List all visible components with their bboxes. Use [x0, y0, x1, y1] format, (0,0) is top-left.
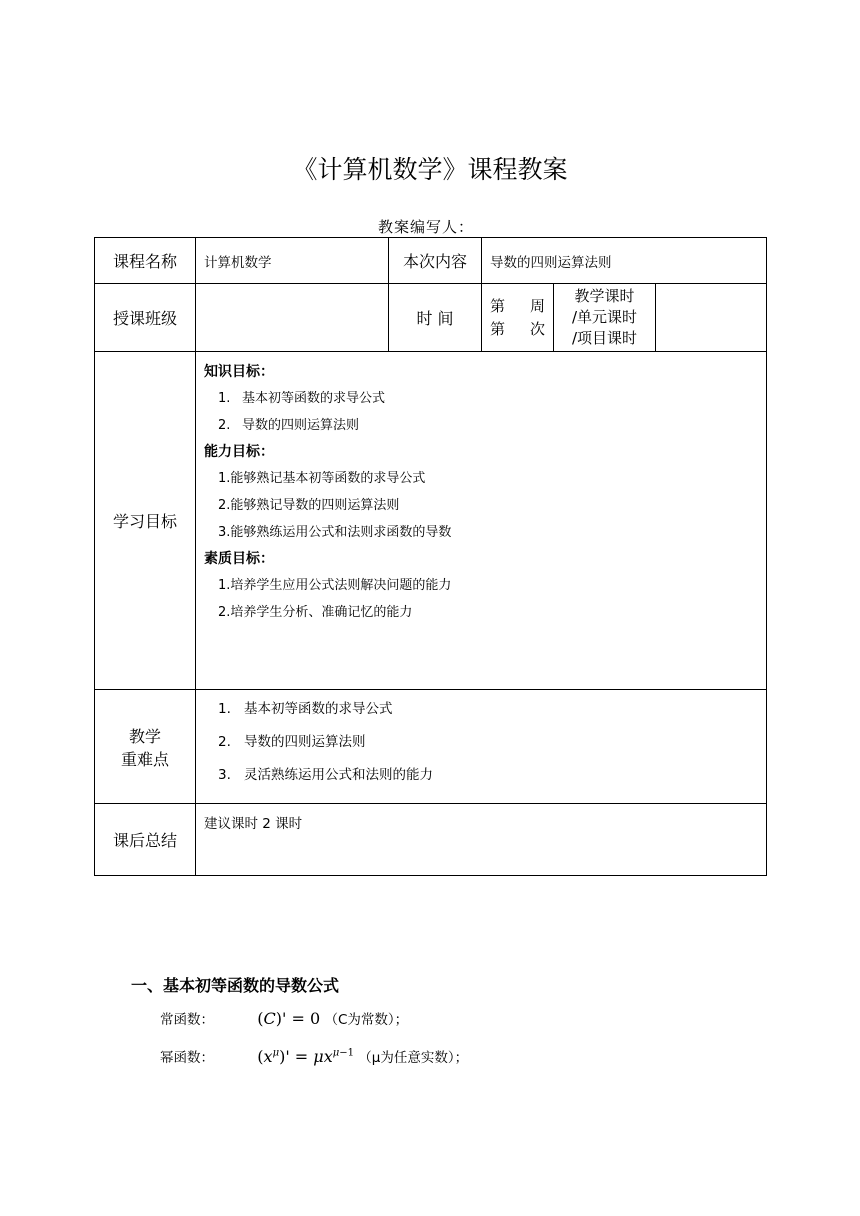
week-right: 周 — [529, 296, 545, 315]
quality-heading: 素质目标： — [204, 551, 274, 567]
ability-item: 1.能够熟记基本初等函数的求导公式 — [218, 471, 426, 486]
quality-item: 1.培养学生应用公式法则解决问题的能力 — [218, 578, 452, 593]
course-name-value: 计算机数学 — [196, 238, 389, 284]
time-label: 时 间 — [389, 284, 482, 352]
content-value: 导数的四则运算法则 — [482, 238, 767, 284]
content-label: 本次内容 — [389, 238, 482, 284]
power-note: （μ为任意实数）； — [358, 1050, 469, 1066]
document-title: 《计算机数学》课程教案 — [292, 155, 568, 184]
keypoints-cell — [196, 690, 767, 804]
knowledge-heading: 知识目标： — [204, 364, 274, 380]
hours-cell — [554, 284, 656, 352]
author-label: 教案编写人： — [378, 218, 475, 236]
hours-line-3: /项目课时 — [571, 329, 638, 347]
constant-note: （C为常数）； — [324, 1012, 409, 1028]
constant-label: 常函数： — [160, 1012, 214, 1028]
constant-function-row — [160, 1008, 408, 1028]
goals-cell — [196, 352, 767, 690]
knowledge-item: 2. 导数的四则运算法则 — [218, 418, 360, 433]
power-formula: $(x^\mu)' = \mu x^{\mu-1}$ — [257, 1047, 354, 1066]
ability-item: 2.能够熟记导数的四则运算法则 — [218, 498, 400, 513]
quality-item: 2.培养学生分析、准确记忆的能力 — [218, 605, 413, 620]
hours-value — [656, 284, 767, 352]
week-session-cell — [482, 284, 554, 352]
section-heading: 一、基本初等函数的导数公式 — [131, 976, 340, 995]
week-left: 第 — [490, 296, 506, 315]
hours-line-2: /单元课时 — [571, 308, 638, 326]
class-value — [196, 284, 389, 352]
keypoint-item: 1. 基本初等函数的求导公式 — [218, 701, 393, 717]
ability-heading: 能力目标： — [204, 444, 274, 460]
goals-label: 学习目标 — [95, 352, 196, 690]
keypoints-label: 教学 重难点 — [95, 690, 196, 804]
ability-item: 3.能够熟练运用公式和法则求函数的导数 — [218, 525, 452, 540]
summary-value: 建议课时 2 课时 — [196, 804, 767, 876]
session-left: 第 — [490, 319, 506, 338]
knowledge-item: 1. 基本初等函数的求导公式 — [218, 391, 386, 406]
hours-line-1: 教学课时 — [574, 287, 635, 305]
power-label: 幂函数： — [160, 1050, 214, 1066]
session-right: 次 — [529, 319, 545, 338]
course-name-label: 课程名称 — [95, 238, 196, 284]
power-function-row — [160, 1046, 468, 1066]
class-label: 授课班级 — [95, 284, 196, 352]
keypoint-item: 2. 导数的四则运算法则 — [218, 734, 366, 750]
summary-label: 课后总结 — [95, 804, 196, 876]
constant-formula: (C)' = 0 — [257, 1009, 321, 1028]
lesson-plan-table — [94, 237, 767, 876]
keypoint-item: 3. 灵活熟练运用公式和法则的能力 — [218, 767, 433, 783]
